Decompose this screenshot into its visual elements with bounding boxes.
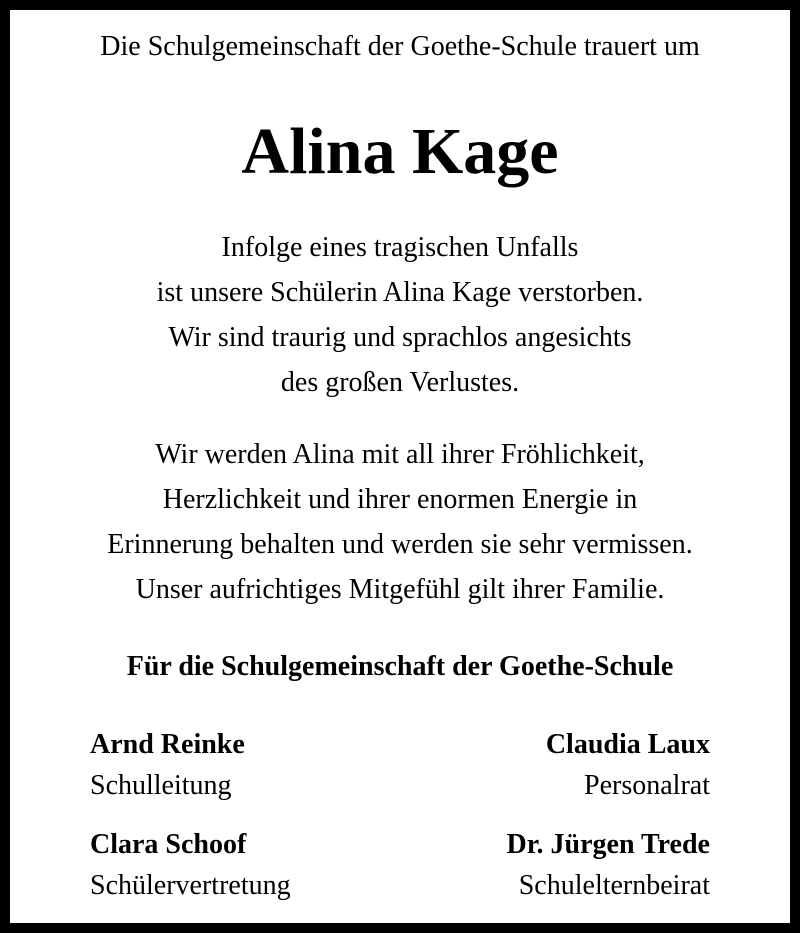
paragraph-2-line: Erinnerung behalten und werden sie sehr vermissen.	[107, 529, 693, 560]
paragraph-2	[10, 432, 790, 612]
obituary-notice	[10, 10, 790, 923]
signatory-role: Schulelternbeirat	[518, 870, 710, 901]
paragraph-1-line: Infolge eines tragischen Unfalls	[221, 232, 579, 263]
paragraph-2-line: Unser aufrichtiges Mitgefühl gilt ihrer Familie.	[135, 574, 665, 605]
signatory-name: Dr. Jürgen Trede	[506, 829, 710, 860]
paragraph-1-line: Wir sind traurig und sprachlos angesichts	[168, 322, 632, 353]
signatory-role: Schulleitung	[90, 770, 232, 801]
paragraph-2-line: Wir werden Alina mit all ihrer Fröhlichkeit,	[155, 439, 645, 470]
signatory-name: Claudia Laux	[545, 729, 710, 760]
intro-line: Die Schulgemeinschaft der Goethe-Schule trauert um	[100, 31, 700, 62]
footer-title: Für die Schulgemeinschaft der Goethe-Schule	[126, 651, 674, 682]
signatory-name: Clara Schoof	[90, 829, 247, 860]
signatory-role: Personalrat	[584, 770, 710, 801]
paragraph-1	[10, 225, 790, 405]
paragraph-1-line: ist unsere Schülerin Alina Kage verstorben.	[156, 277, 644, 308]
paragraph-1-line: des großen Verlustes.	[280, 367, 520, 398]
deceased-name: Alina Kage	[241, 115, 559, 188]
signatory-name: Arnd Reinke	[90, 729, 245, 760]
paragraph-2-line: Herzlichkeit und ihrer enormen Energie in	[162, 484, 638, 515]
signatory-role: Schülervertretung	[90, 870, 291, 901]
